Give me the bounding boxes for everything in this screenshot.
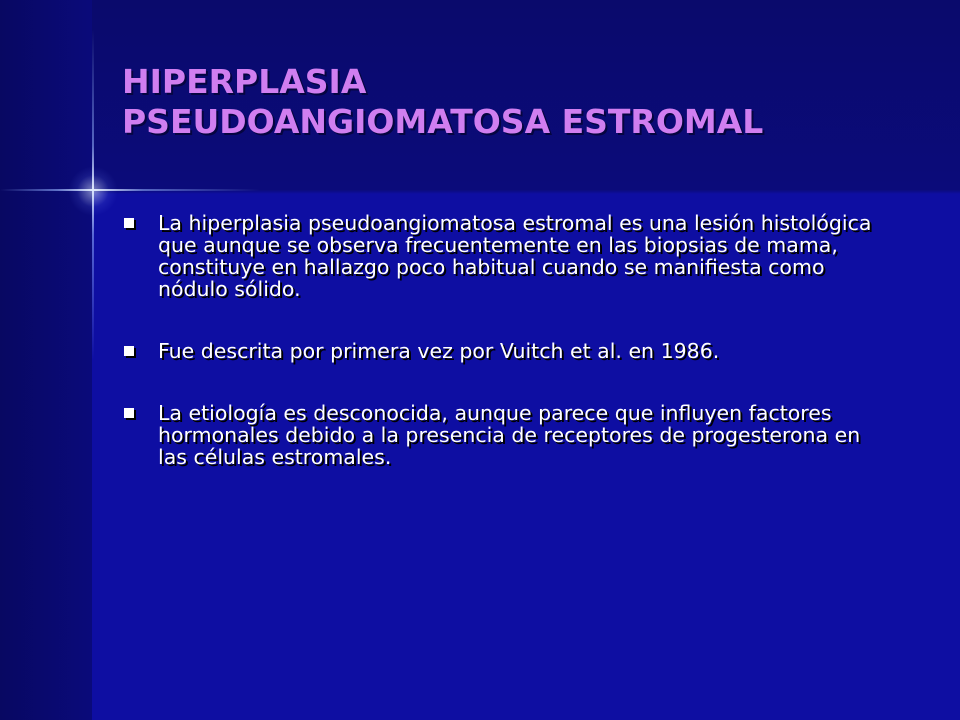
bullet-item [122,212,882,300]
bullet-item [122,402,882,468]
light-flare-vertical [92,30,94,360]
bullet-list [122,212,882,468]
bullet-text: Fue descrita por primera vez por Vuitch et al. en 1986. [158,339,720,363]
square-bullet-icon [124,218,134,228]
slide-title-line-2: PSEUDOANGIOMATOSA ESTROMAL [122,102,764,141]
slide-title-line-1: HIPERPLASIA [122,62,367,101]
light-flare-horizontal [0,189,260,191]
left-band [0,0,92,720]
bullet-item [122,340,882,362]
slide-title [122,62,922,142]
bullet-text: La etiología es desconocida, aunque parece que influyen factores hormonales debido a la presencia de receptores de progesterona en las células estromales. [158,401,861,469]
square-bullet-icon [124,408,134,418]
square-bullet-icon [124,346,134,356]
bullet-text: La hiperplasia pseudoangiomatosa estromal es una lesión histológica que aunque se observa frecuentemente en las biopsias de mama, constituye en hallazgo poco habitual cuando se manifiesta como nódulo sólido. [158,211,872,301]
